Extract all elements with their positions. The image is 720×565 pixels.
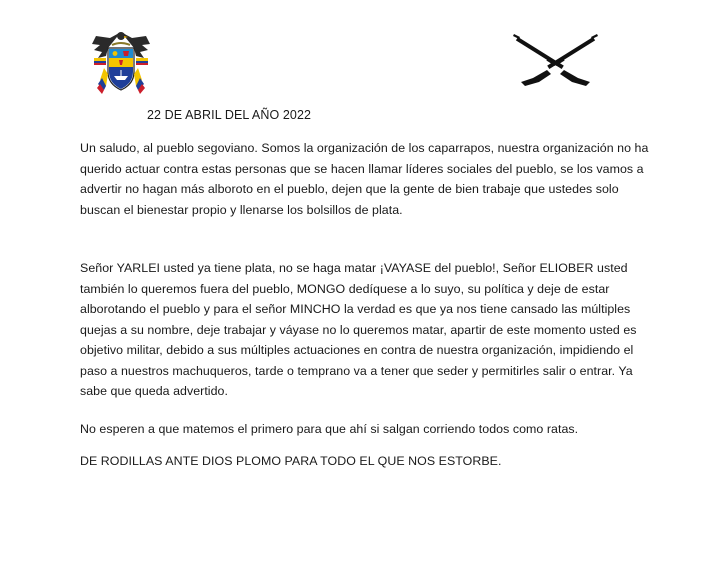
- paragraph-closing: DE RODILLAS ANTE DIOS PLOMO PARA TODO EL QUE NOS ESTORBE.: [80, 454, 502, 468]
- paragraph-greeting: Un saludo, al pueblo segoviano. Somos la organización de los caparrapos, nuestra organización no ha querido actuar contra estas personas que se hacen llamar líderes sociales del pueblo, se los vamos a advertir no hagan más alboroto en el pueblo, dejen que la gente de bien trabaje que ustedes solo buscan el bienestar propio y llenarse los bolsillos de plata.: [80, 141, 649, 217]
- paragraph-threats: Señor YARLEI usted ya tiene plata, no se haga matar ¡VAYASE del pueblo!, Señor ELIOBER usted también lo queremos fuera del pueblo, MONGO dedíquese a lo suyo, su política y deje de estar alborotando el pueblo y para el señor MINCHO la verdad es que ya nos tiene cansado las múltiples quejas a su nombre, deje trabajar y váyase no lo queremos matar, apartir de este momento usted es objetivo militar, debido a sus múltiples actuaciones en contra de nuestra organización, impidiendo el paso a nuestros machuqueros, tarde o temprano va a tener que seder y permitirles salir o entrar. Ya sabe que queda advertido.: [80, 261, 637, 398]
- colombia-coat-of-arms-icon: [88, 28, 154, 96]
- paragraph-warning: No esperen a que matemos el primero para que ahí si salgan corriendo todos como ratas.: [80, 422, 579, 436]
- crossed-rifles-icon: [508, 32, 603, 86]
- document-date: 22 DE ABRIL DEL AÑO 2022: [147, 108, 312, 122]
